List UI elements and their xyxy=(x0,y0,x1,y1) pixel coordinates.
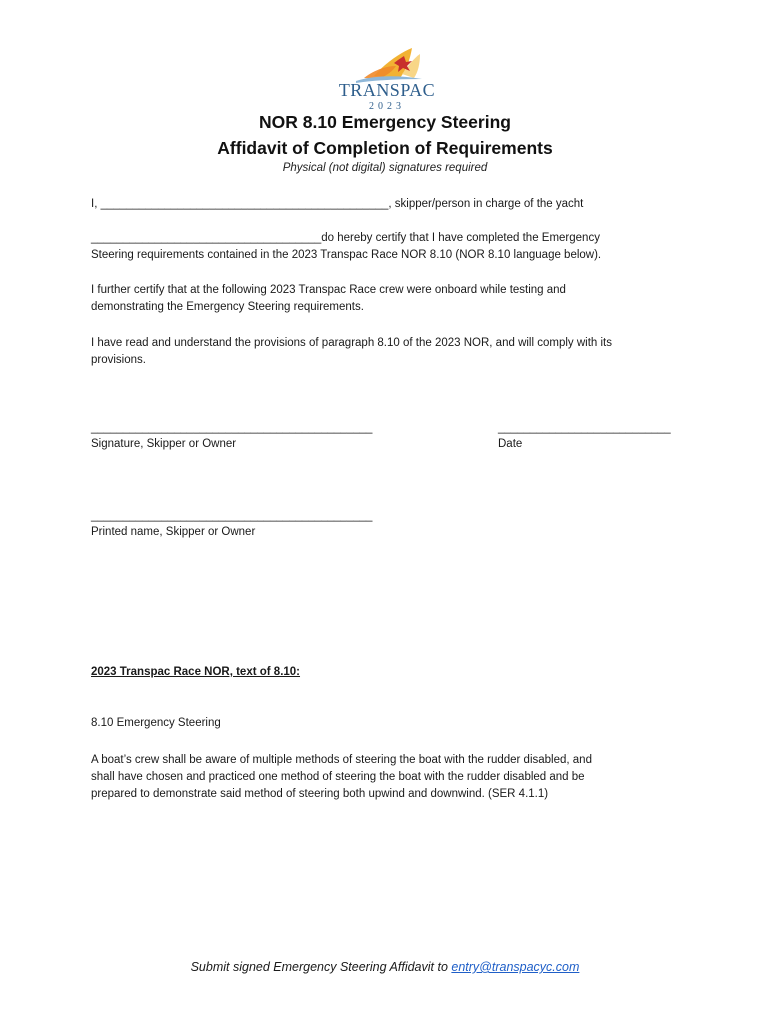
page-title-line2: Affidavit of Completion of Requirements xyxy=(217,138,553,158)
certify-line-skipper: I, _____________________________________________, skipper/person in charge of the yacht xyxy=(91,198,584,210)
transpac-logo xyxy=(334,44,440,112)
nor-subheading: 8.10 Emergency Steering xyxy=(91,717,221,729)
page-subtitle: Physical (not digital) signatures required xyxy=(282,162,488,174)
printed-name-label: Printed name, Skipper or Owner xyxy=(91,526,256,538)
nor-text-line1: A boat’s crew shall be aware of multiple methods of steering the boat with the rudder disabled, and xyxy=(91,754,592,766)
signature-field-line[interactable]: ____________________________________________ xyxy=(91,422,373,434)
nor-text-line2: shall have chosen and practiced one method of steering the boat with the rudder disabled and be xyxy=(91,771,585,783)
certify-line-requirements: Steering requirements contained in the 2023 Transpac Race NOR 8.10 (NOR 8.10 language below). xyxy=(91,249,602,261)
footer-submit-note xyxy=(0,960,770,974)
nor-section-heading: 2023 Transpac Race NOR, text of 8.10: xyxy=(91,666,301,678)
email-link[interactable]: entry@transpacyc.com xyxy=(451,960,580,974)
certify-line-yacht: ____________________________________do hereby certify that I have completed the Emergency xyxy=(91,232,600,244)
footer-text: Submit signed Emergency Steering Affidavit to xyxy=(190,960,452,974)
provisions-line2: provisions. xyxy=(91,354,146,366)
signature-label: Signature, Skipper or Owner xyxy=(91,438,237,450)
nor-text-line3: prepared to demonstrate said method of steering both upwind and downwind. (SER 4.1.1) xyxy=(91,788,549,800)
crew-certify-line1: I further certify that at the following 2023 Transpac Race crew were onboard while testing and xyxy=(91,284,566,296)
logo-name: TRANSPAC xyxy=(338,80,436,100)
crew-certify-line2: demonstrating the Emergency Steering requirements. xyxy=(91,301,364,313)
date-field-line[interactable]: ___________________________ xyxy=(498,422,671,434)
date-label: Date xyxy=(498,438,523,450)
page-title-line1: NOR 8.10 Emergency Steering xyxy=(259,112,511,132)
logo-year: 2023 xyxy=(369,101,405,112)
provisions-line1: I have read and understand the provisions of paragraph 8.10 of the 2023 NOR, and will comply with its xyxy=(91,337,612,349)
printed-name-field-line[interactable]: ____________________________________________ xyxy=(91,510,373,522)
